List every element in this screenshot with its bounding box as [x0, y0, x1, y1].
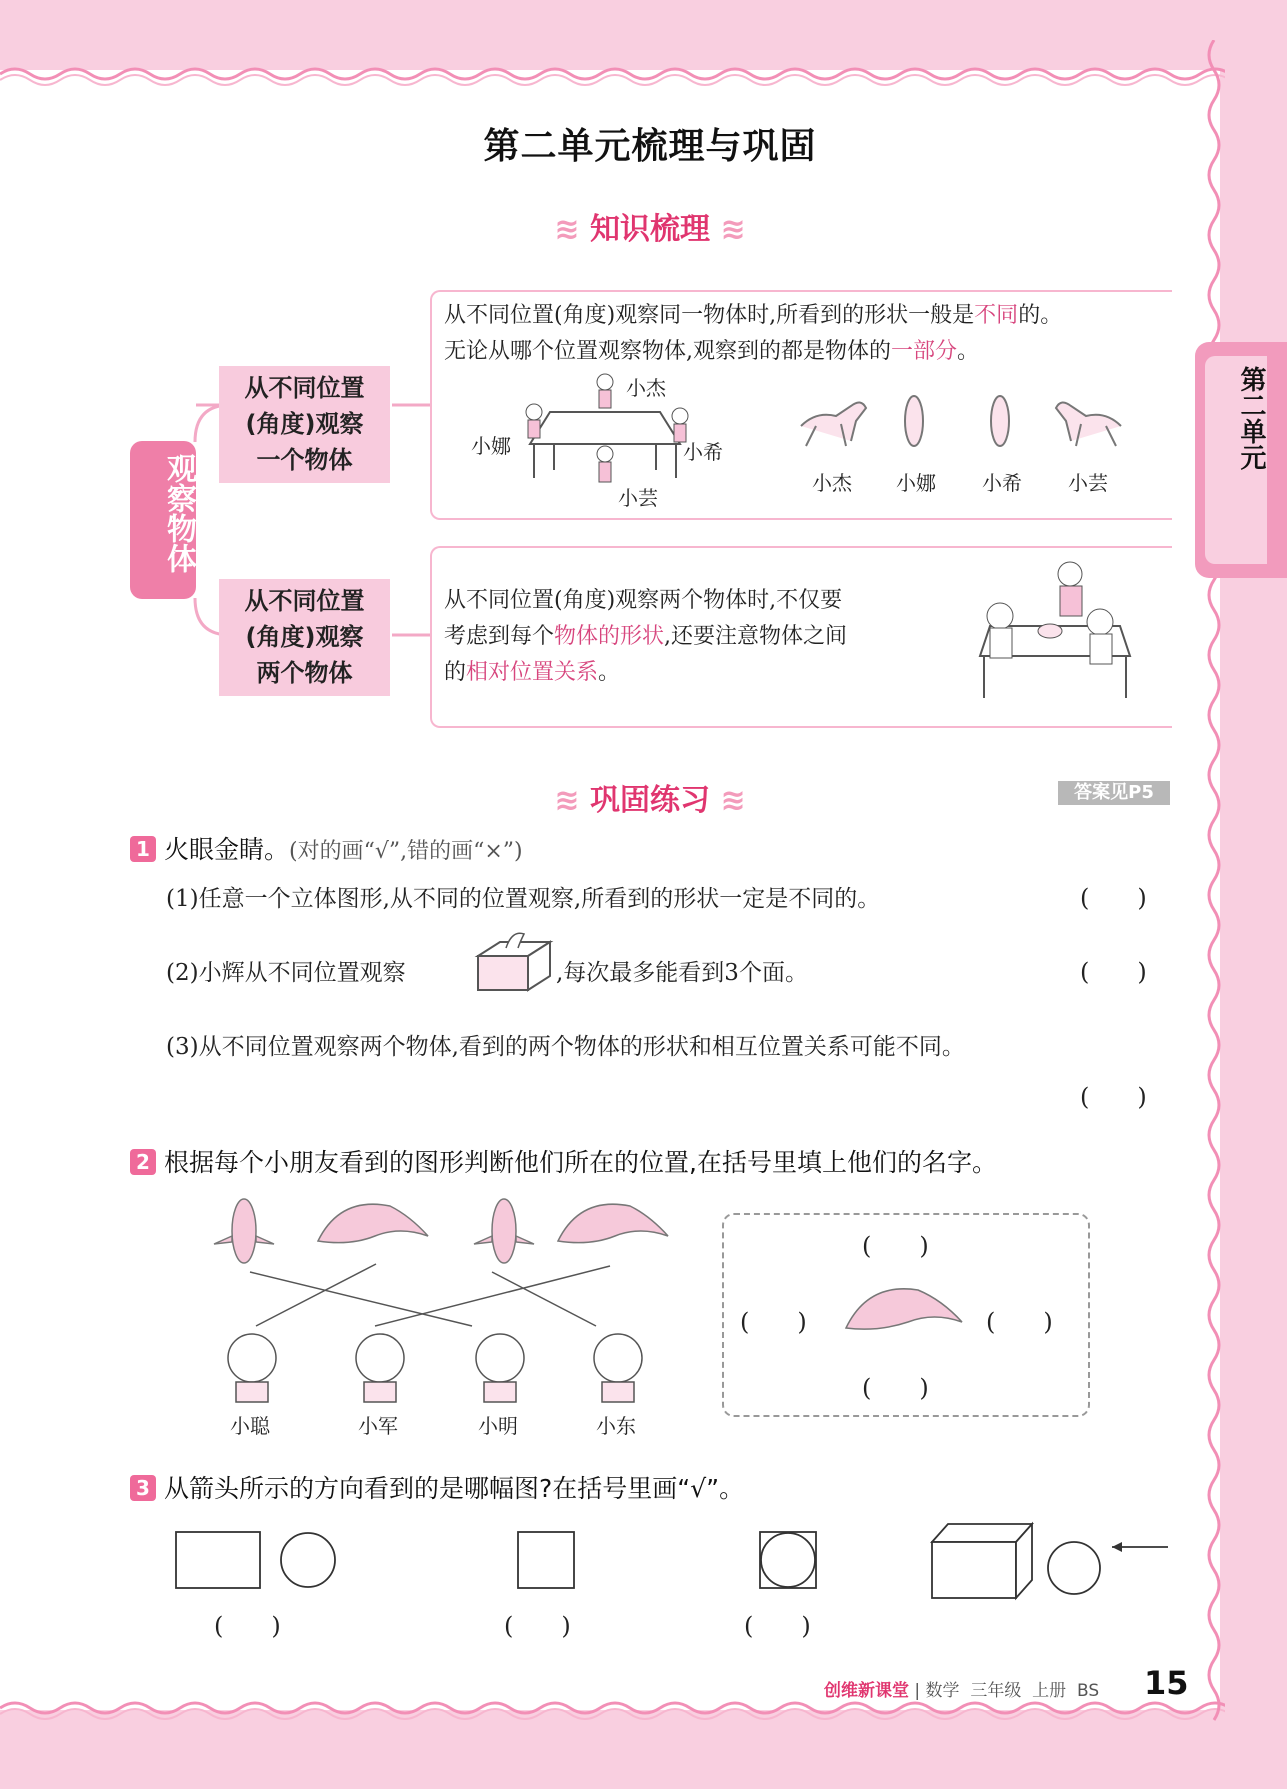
q2-number: 2: [130, 1149, 156, 1175]
q3-answer-b[interactable]: ( ): [504, 1612, 571, 1640]
wave-ornament-icon: ≋: [554, 783, 580, 818]
branch2-text-line3: 的相对位置关系。: [444, 660, 621, 685]
q1-answer-2[interactable]: ( ): [1080, 958, 1147, 986]
q2-answer-top[interactable]: ( ): [862, 1232, 929, 1260]
dolphins-and-children-illustration: [200, 1186, 680, 1411]
scene-label-xiaoxi: 小希: [683, 440, 723, 464]
top-wave-border: [0, 60, 1225, 88]
q2-answer-left[interactable]: ( ): [740, 1308, 807, 1336]
q2-header: [130, 1143, 997, 1179]
q2-answer-bottom[interactable]: ( ): [862, 1374, 929, 1402]
branch1-text-line2: 无论从哪个位置观察物体,观察到的都是物体的一部分。: [444, 339, 980, 364]
right-wave-border: [1200, 40, 1228, 1730]
sphere: [1048, 1542, 1100, 1594]
footer-edition: BS: [1076, 1681, 1100, 1701]
q3-header: [130, 1469, 744, 1505]
q3-options-illustration: [170, 1510, 1170, 1620]
option-c-circle: [761, 1533, 815, 1587]
child-label-2: 小军: [358, 1414, 398, 1438]
cuboid-front: [932, 1542, 1016, 1598]
cuboid-top: [932, 1524, 1032, 1542]
concept-root: [130, 441, 196, 599]
page-number: 15: [1144, 1664, 1189, 1702]
scene-label-xiaojie: 小杰: [626, 376, 666, 400]
bottom-wave-border: [0, 1698, 1225, 1726]
center-dolphin-illustration: [842, 1272, 966, 1338]
option-a-circle: [281, 1533, 335, 1587]
q3-answer-a[interactable]: ( ): [214, 1612, 281, 1640]
horse-label-2: 小娜: [896, 471, 936, 495]
q3-number: 3: [130, 1475, 156, 1501]
branch1-label-line3: 一个物体: [256, 446, 353, 474]
tissue-box-illustration: [472, 928, 556, 998]
child-label-1: 小聪: [230, 1414, 270, 1438]
q1-answer-3[interactable]: ( ): [1080, 1083, 1147, 1111]
side-tab-label: 第二单元: [1236, 366, 1266, 470]
branch1-label: [219, 366, 390, 483]
branch2-text-line1: 从不同位置(角度)观察两个物体时,不仅要: [444, 588, 843, 613]
horse-label-1: 小杰: [812, 471, 852, 495]
scene-label-xiaoyun: 小芸: [618, 486, 658, 510]
option-a-rectangle: [176, 1532, 260, 1588]
scene-label-xiaona: 小娜: [471, 434, 511, 458]
answer-reference: 答案见P5: [1058, 781, 1170, 805]
knowledge-heading: [0, 204, 1287, 248]
branch1-label-line2: (角度)观察: [245, 410, 364, 438]
branch2-label-line1: 从不同位置: [244, 587, 365, 615]
branch2-label-line3: 两个物体: [256, 659, 353, 687]
wave-ornament-icon: ≋: [720, 783, 746, 818]
concept-root-label: 观察物体: [161, 453, 196, 573]
footer-brand: 创维新课堂: [824, 1681, 909, 1701]
q1-instruction: (对的画“√”,错的画“×”): [289, 839, 523, 864]
q1-answer-1[interactable]: ( ): [1080, 884, 1147, 912]
knowledge-heading-text: 知识梳理: [590, 212, 710, 247]
footer-subject: 数学: [925, 1681, 960, 1701]
child-label-4: 小东: [596, 1414, 636, 1438]
q1-item-2b: ,每次最多能看到3个面。: [556, 960, 808, 986]
practice-heading-text: 巩固练习: [590, 783, 710, 818]
wave-ornament-icon: ≋: [720, 212, 746, 247]
branch1-label-line1: 从不同位置: [244, 374, 365, 402]
children-at-table-illustration: [970, 556, 1140, 706]
branch2-text: [444, 583, 924, 691]
child-label-3: 小明: [478, 1414, 518, 1438]
branch1-text-line1: 从不同位置(角度)观察同一物体时,所看到的形状一般是不同的。: [444, 303, 1063, 328]
footer-grade: 三年级: [970, 1681, 1022, 1701]
q3-title: 从箭头所示的方向看到的是哪幅图?在括号里画“√”。: [164, 1474, 745, 1503]
q1-item-2a: (2)小辉从不同位置观察: [166, 960, 406, 986]
horse-label-3: 小希: [982, 471, 1022, 495]
footer: 创维新课堂 | 数学 三年级 上册 BS: [824, 1681, 1100, 1701]
q2-answer-right[interactable]: ( ): [986, 1308, 1053, 1336]
branch2-label: [219, 579, 390, 696]
option-b-square: [518, 1532, 574, 1588]
q2-title: 根据每个小朋友看到的图形判断他们所在的位置,在括号里填上他们的名字。: [164, 1148, 997, 1177]
q1-item-1: (1)任意一个立体图形,从不同的位置观察,所看到的形状一定是不同的。: [166, 886, 881, 912]
q1-item-3: (3)从不同位置观察两个物体,看到的两个物体的形状和相互位置关系可能不同。: [166, 1034, 965, 1060]
horse-label-4: 小芸: [1068, 471, 1108, 495]
footer-term: 上册: [1032, 1681, 1067, 1701]
branch1-text: [444, 298, 1184, 370]
wave-ornament-icon: ≋: [554, 212, 580, 247]
unit-side-tab: [1195, 342, 1287, 578]
q3-answer-c[interactable]: ( ): [744, 1612, 811, 1640]
q1-header: [130, 830, 523, 866]
page-title: 第二单元梳理与巩固: [483, 126, 817, 167]
branch2-text-line2: 考虑到每个物体的形状,还要注意物体之间: [444, 624, 848, 649]
branch2-label-line2: (角度)观察: [245, 623, 364, 651]
q1-number: 1: [130, 836, 156, 862]
horse-views-illustration: [796, 386, 1126, 456]
q1-title: 火眼金睛。: [164, 835, 290, 864]
